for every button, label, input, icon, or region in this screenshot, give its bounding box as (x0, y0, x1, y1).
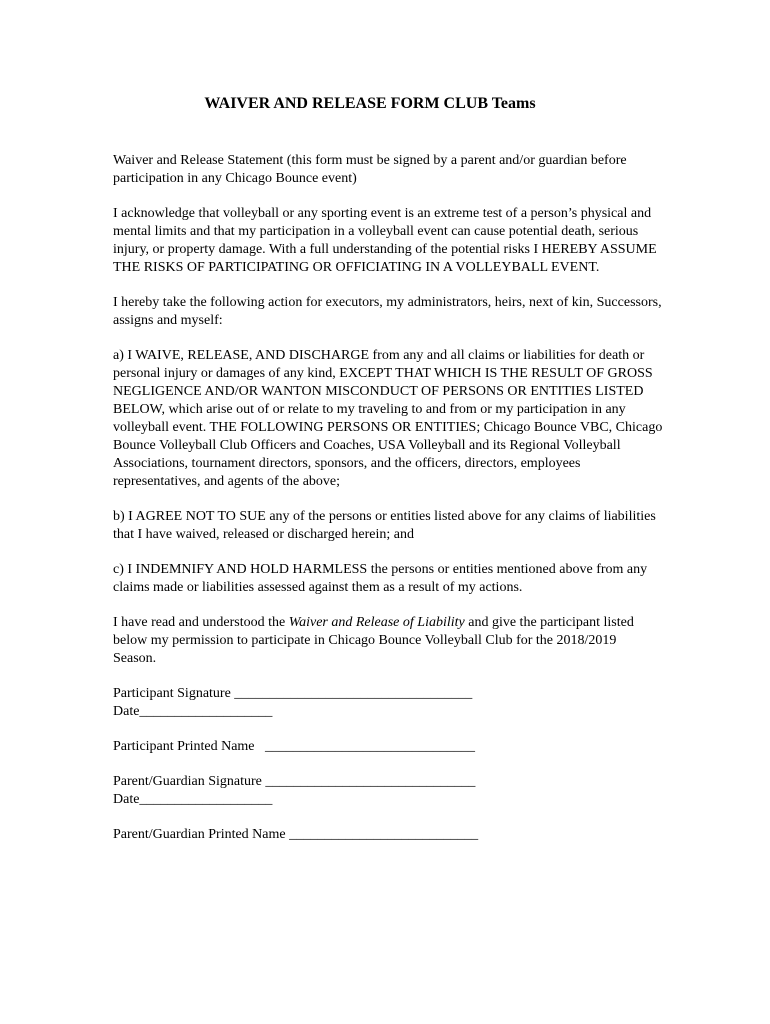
acknowledge-paragraph: I acknowledge that volleyball or any sporting event is an extreme test of a person’s physical and mental limits and that my participation in a volleyball event can cause potential death, serious injury, or property damage. With a full understanding of the potential risks I HEREBY ASSUME THE RISKS OF PARTICIPATING OR OFFICIATING IN A VOLLEYBALL EVENT. (113, 206, 657, 275)
clause-c-paragraph: c) I INDEMNIFY AND HOLD HARMLESS the persons or entities mentioned above from any claims made or liabilities assessed against them as a result of my actions. (113, 562, 648, 595)
guardian-name-block (113, 826, 663, 844)
participant-date-field[interactable]: Date___________________ (113, 704, 273, 719)
waiver-title-italic: Waiver and Release of Liability (288, 615, 465, 630)
clause-b-paragraph: b) I AGREE NOT TO SUE any of the persons or entities listed above for any claims of liabilities that I have waived, released or discharged herein; and (113, 509, 656, 542)
read-prefix: I have read and understood the (113, 615, 289, 630)
participant-printed-name-field[interactable]: Participant Printed Name ______________________________ (113, 739, 476, 754)
participant-signature-block (113, 685, 663, 721)
guardian-date-field[interactable]: Date___________________ (113, 792, 273, 807)
intro-paragraph: Waiver and Release Statement (this form must be signed by a parent and/or guardian before participation in any Chicago Bounce event) (113, 153, 627, 186)
document-body (113, 152, 663, 861)
action-paragraph: I hereby take the following action for executors, my administrators, heirs, next of kin, Successors, assigns and myself: (113, 295, 662, 328)
participant-signature-field[interactable]: Participant Signature __________________________________ (113, 686, 473, 701)
read-understood-paragraph (113, 614, 663, 668)
guardian-signature-field[interactable]: Parent/Guardian Signature ______________________________ (113, 774, 476, 789)
clause-a-paragraph: a) I WAIVE, RELEASE, AND DISCHARGE from any and all claims or liabilities for death or personal injury or damages of any kind, EXCEPT THAT WHICH IS THE RESULT OF GROSS NEGLIGENCE AND/OR WANTON MISCONDUCT OF PERSONS OR ENTITIES LISTED BELOW, which arise out of or relate to my traveling to and from or my participation in any volleyball event. THE FOLLOWING PERSONS OR ENTITIES; Chicago Bounce VBC, Chicago Bounce Volleyball Club Officers and Coaches, USA Volleyball and its Regional Volleyball Associations, tournament directors, sponsors, and the officers, directors, employees representatives, and agents of the above; (113, 348, 663, 489)
participant-name-block (113, 738, 663, 756)
guardian-printed-name-field[interactable]: Parent/Guardian Printed Name ___________________________ (113, 827, 479, 842)
read-suffix: and give the participant listed below my permission to participate in Chicago Bounce Volleyball Club for the 2018/2019 Season. (113, 615, 634, 666)
document-title: WAIVER AND RELEASE FORM CLUB Teams (204, 95, 536, 112)
guardian-signature-block (113, 773, 663, 809)
